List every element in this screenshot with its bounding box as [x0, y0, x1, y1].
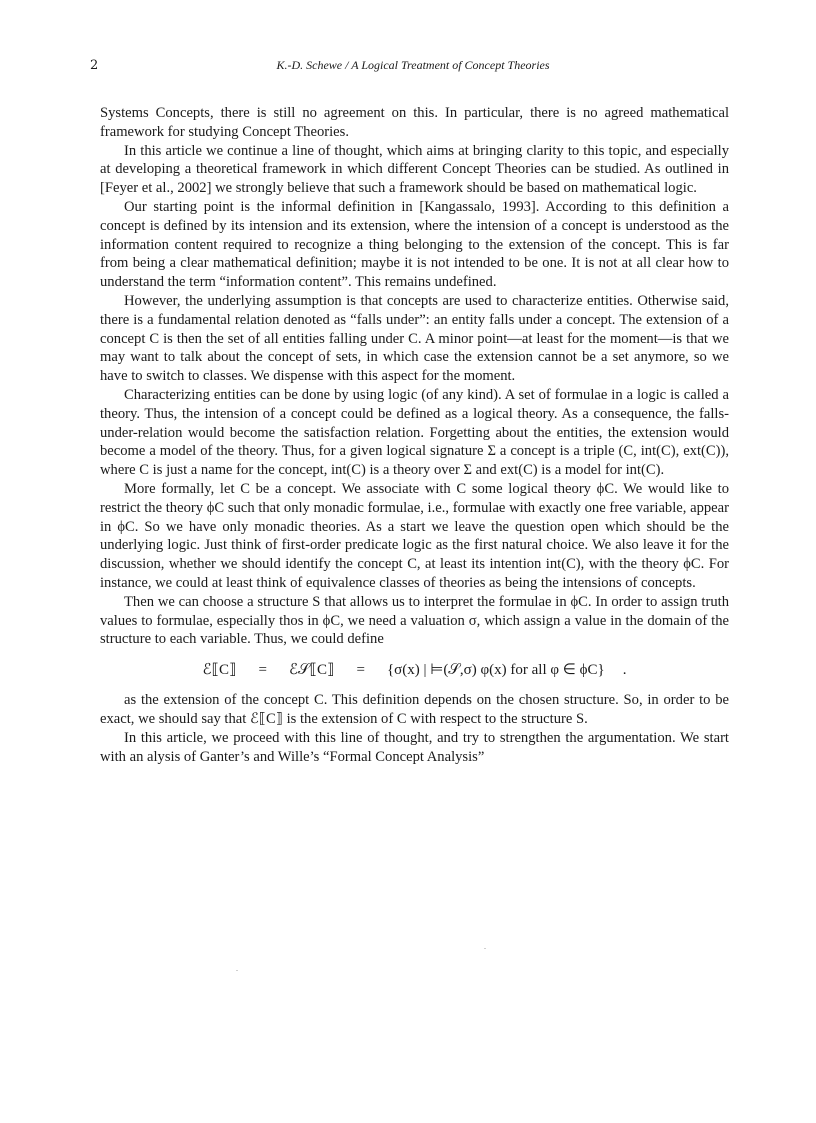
formula-end: . — [622, 661, 627, 678]
paragraph-3: Our starting point is the informal definition in [Kangassalo, 1993]. According to this definition a concept is defined by its intension and its extension, where the intension of a concept is understood as the information content required to recognize a thing belonging to the extension of the concept. This is far from being a clear mathematical definition; maybe it is not intended to be one. It is not at all clear how to understand the term “information content”. This remains undefined. — [100, 198, 729, 291]
formula-mid: ℰ𝒮⟦C⟧ — [288, 661, 335, 678]
formula-rhs: {σ(x) | ⊨(𝒮,σ) φ(x) for all φ ∈ ϕC} — [386, 661, 605, 678]
paragraph-1: Systems Concepts, there is still no agreement on this. In particular, there is no agreed mathematical framework for studying Concept Theories. — [100, 105, 729, 140]
formula-equals-1: = — [258, 661, 267, 678]
page-header — [0, 58, 816, 76]
paragraph-9: In this article, we proceed with this line of thought, and try to strengthen the argumentation. We start with an alysis of Ganter’s and Wille’s “Formal Concept Analysis” — [100, 729, 729, 765]
paragraph-4: However, the underlying assumption is that concepts are used to characterize entities. Otherwise said, there is a fundamental relation denoted as “falls under”: an entity falls under a concept. The extension of a concept C is then the set of all entities falling under C. A minor point—at least for the moment—is that we may want to talk about the concept of sets, in which case the extension cannot be a set anymore, so we have to switch to classes. We dispense with this aspect for the moment. — [100, 292, 729, 385]
formula-equals-2: = — [356, 661, 365, 678]
article-body — [100, 104, 729, 766]
running-head: K.-D. Schewe / A Logical Treatment of Concept Theories — [276, 58, 550, 72]
formula-lhs: ℰ⟦C⟧ — [202, 661, 237, 678]
paragraph-6: More formally, let C be a concept. We associate with C some logical theory ϕC. We would like to restrict the theory ϕC such that only monadic formulae, i.e., formulae with exactly one free variable, appear in ϕC. So we have only monadic theories. As a start we leave the question open which should be the underlying logic. Just think of first-order predicate logic as the first natural choice. We also leave it for the discussion, whether we should identify the concept C, at least its intention int(C), with the theory ϕC. For instance, we could at least think of equivalence classes of theories as being the intensions of concepts. — [100, 480, 729, 591]
paragraph-5: Characterizing entities can be done by using logic (of any kind). A set of formulae in a logic is called a theory. Thus, the intension of a concept could be defined as a logical theory. As a consequence, the falls-under-relation would become the satisfaction relation. Forgetting about the entities, the extension would become a model of the theory. Thus, for a given logical signature Σ a concept is a triple (C, int(C), ext(C)), where C is just a name for the concept, int(C) is a theory over Σ and ext(C) is a model for int(C). — [100, 386, 729, 479]
paragraph-7: Then we can choose a structure S that allows us to interpret the formulae in ϕC. In order to assign truth values to formulae, especially thos in ϕC, we need a valuation σ, which assign a value in the domain of the structure to each variable. Thus, we could define — [100, 593, 729, 648]
paragraph-8: as the extension of the concept C. This definition depends on the chosen structure. So, in order to be exact, we should say that ℰ⟦C⟧ is the extension of C with respect to the structure S. — [100, 692, 729, 727]
paragraph-2: In this article we continue a line of thought, which aims at bringing clarity to this topic, and especially at developing a theoretical framework in which different Concept Theories can be studied. As outlined in [Feyer et al., 2002] we strongly believe that such a framework should be based on mathematical logic. — [100, 142, 729, 197]
scan-speck — [236, 970, 238, 971]
page-number: 2 — [90, 58, 99, 73]
scan-speck — [484, 948, 486, 949]
display-formula — [100, 649, 729, 691]
